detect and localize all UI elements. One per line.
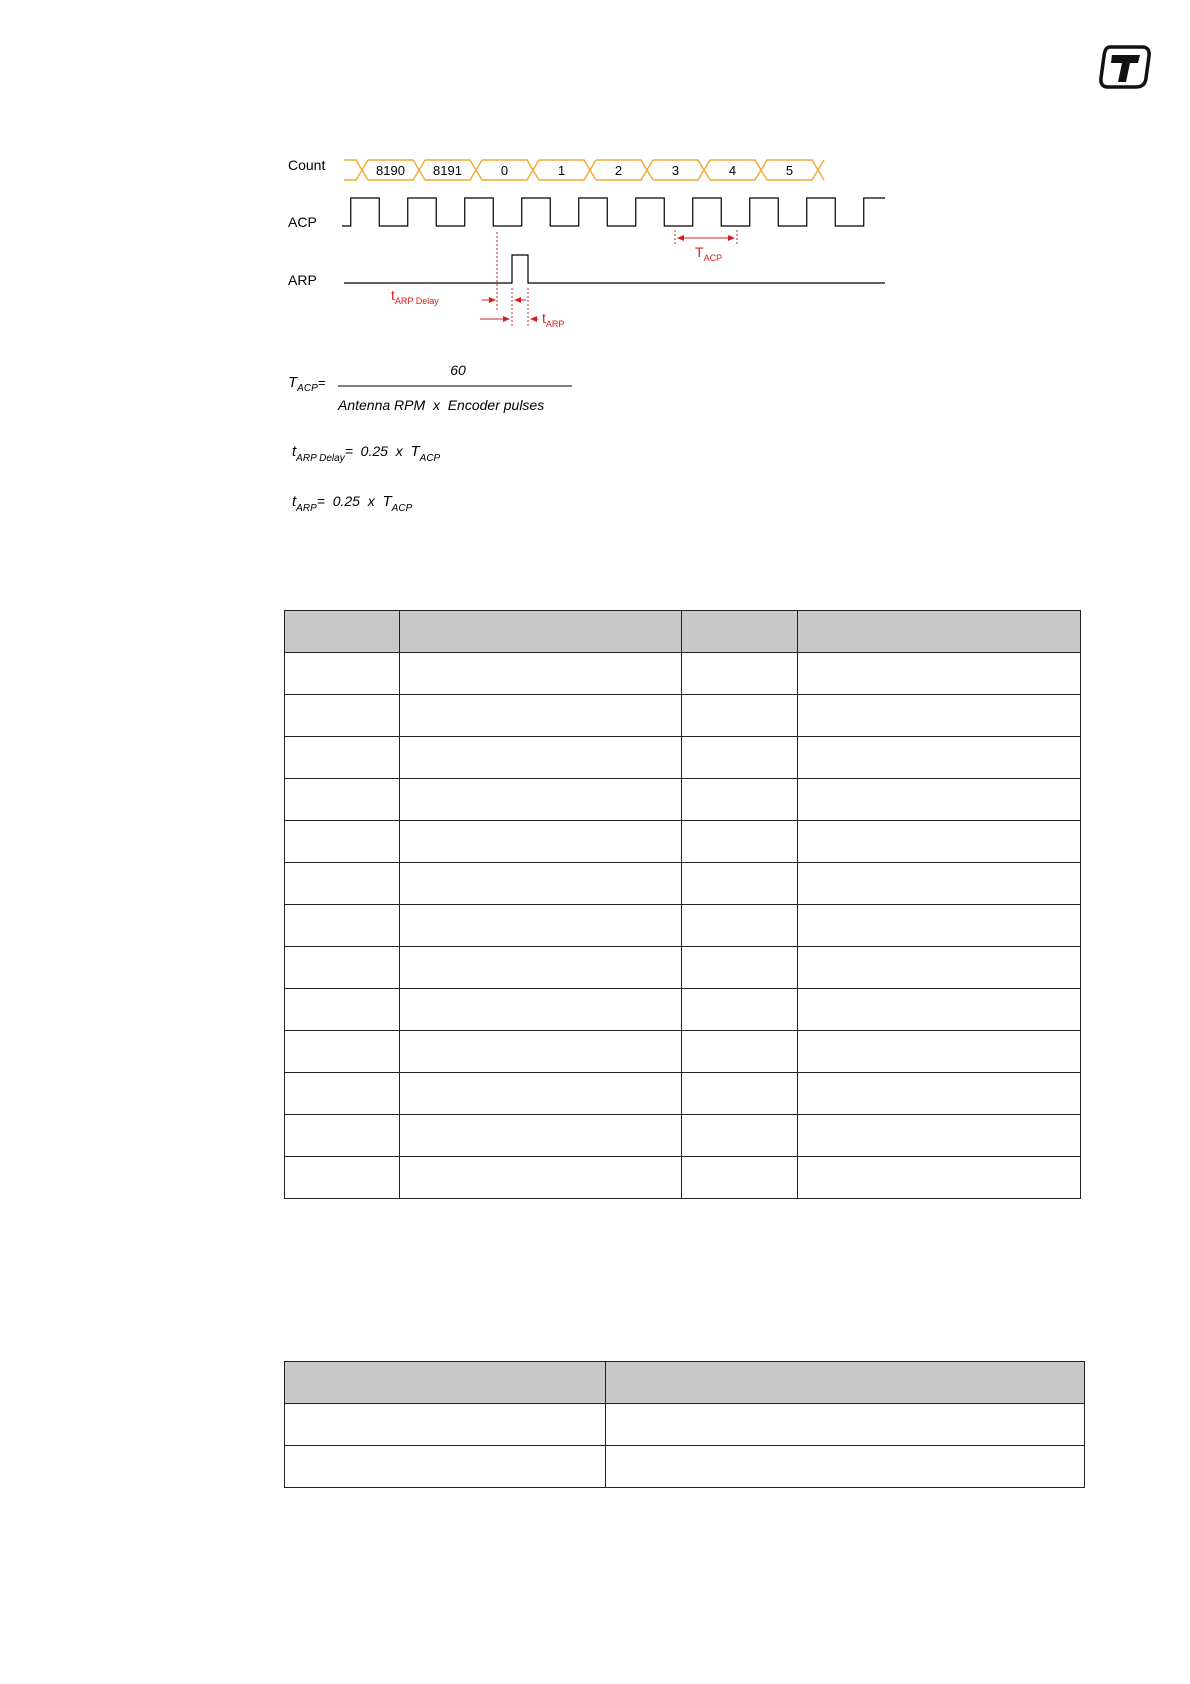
table-cell — [797, 779, 1080, 821]
table-row — [285, 1446, 1085, 1488]
table-cell — [399, 989, 681, 1031]
arp-waveform — [344, 255, 885, 283]
table-cell — [285, 1157, 400, 1199]
table-cell — [797, 947, 1080, 989]
table-cell — [681, 779, 797, 821]
table-cell — [285, 1115, 400, 1157]
table-cell — [797, 905, 1080, 947]
table-cell — [399, 1157, 681, 1199]
table-row — [285, 989, 1081, 1031]
table-cell — [285, 821, 400, 863]
table-row — [285, 1031, 1081, 1073]
table-cell — [285, 1446, 606, 1488]
table-cell — [681, 905, 797, 947]
count-value: 8191 — [433, 163, 462, 178]
table-row — [285, 905, 1081, 947]
table-row — [285, 737, 1081, 779]
brand-logo — [1098, 44, 1152, 90]
table-cell — [681, 653, 797, 695]
table-cell — [399, 905, 681, 947]
table-cell — [399, 695, 681, 737]
acp-signal-label: ACP — [288, 214, 317, 230]
formula-tacp-denominator: Antenna RPM x Encoder pulses — [338, 397, 545, 413]
table-row — [285, 695, 1081, 737]
acp-waveform — [342, 198, 885, 226]
table-row — [285, 1404, 1085, 1446]
t-acp-label: $T_{ACP}$ — [695, 244, 723, 263]
table-cell — [285, 863, 400, 905]
count-value: 8190 — [376, 163, 405, 178]
table-cell — [285, 905, 400, 947]
table-cell — [797, 1073, 1080, 1115]
table-cell — [399, 1031, 681, 1073]
t-acp-annotation — [675, 230, 737, 245]
table-cell — [399, 863, 681, 905]
formula-arp-delay: $t_{ARP Delay}= 0.25$ x $T_{ACP}$ — [292, 443, 441, 464]
table-cell — [285, 779, 400, 821]
table-row — [285, 821, 1081, 863]
t-arp-label: $t_{ARP}$ — [542, 310, 565, 329]
table-cell — [399, 653, 681, 695]
table-header-cell — [399, 611, 681, 653]
table-cell — [285, 989, 400, 1031]
table-cell — [797, 695, 1080, 737]
table-row — [285, 653, 1081, 695]
table-header-cell — [681, 611, 797, 653]
table-cell — [285, 947, 400, 989]
table-cell — [681, 737, 797, 779]
table-cell — [285, 1404, 606, 1446]
table-cell — [285, 737, 400, 779]
count-signal-label: Count — [288, 157, 326, 173]
table-cell — [797, 737, 1080, 779]
table-cell — [797, 821, 1080, 863]
table-cell — [797, 1031, 1080, 1073]
table-cell — [399, 737, 681, 779]
table-cell — [681, 1115, 797, 1157]
table-cell — [797, 1157, 1080, 1199]
table-cell — [285, 1073, 400, 1115]
table-row — [285, 1157, 1081, 1199]
table-row — [285, 1115, 1081, 1157]
table-cell — [681, 863, 797, 905]
table-row — [285, 1073, 1081, 1115]
count-value: 3 — [671, 163, 680, 178]
table-cell — [606, 1404, 1085, 1446]
table-cell — [285, 653, 400, 695]
table-cell — [681, 947, 797, 989]
count-bus — [344, 160, 824, 180]
formula-tacp-lhs: $T_{ACP}=$ — [288, 374, 326, 394]
table-cell — [285, 695, 400, 737]
formula-arp: $t_{ARP}= 0.25$ x $T_{ACP}$ — [292, 493, 413, 514]
arp-signal-label: ARP — [288, 272, 317, 288]
specification-table — [284, 610, 1081, 1199]
count-value: 4 — [728, 163, 737, 178]
table-header-cell — [285, 1362, 606, 1404]
table-row — [285, 947, 1081, 989]
table-cell — [797, 989, 1080, 1031]
table-cell — [606, 1446, 1085, 1488]
count-value: 5 — [785, 163, 794, 178]
table-cell — [681, 989, 797, 1031]
formula-tacp-numerator: 60 — [450, 362, 466, 378]
table-cell — [797, 863, 1080, 905]
table-cell — [399, 821, 681, 863]
table-cell — [399, 1073, 681, 1115]
table-header-row — [285, 1362, 1085, 1404]
table-header-cell — [797, 611, 1080, 653]
table-cell — [399, 947, 681, 989]
table-header-cell — [606, 1362, 1085, 1404]
table-cell — [797, 1115, 1080, 1157]
t-arp-delay-annotation — [480, 232, 538, 328]
table-header-cell — [285, 611, 400, 653]
secondary-table — [284, 1361, 1085, 1488]
table-cell — [285, 1031, 400, 1073]
table-cell — [681, 695, 797, 737]
count-value: 2 — [614, 163, 623, 178]
table-row — [285, 863, 1081, 905]
table-cell — [681, 1073, 797, 1115]
t-arp-delay-label: $t_{ARP Delay}$ — [391, 287, 439, 306]
table-cell — [681, 1157, 797, 1199]
table-cell — [681, 821, 797, 863]
table-cell — [681, 1031, 797, 1073]
table-header-row — [285, 611, 1081, 653]
table-row — [285, 779, 1081, 821]
count-value: 1 — [557, 163, 566, 178]
count-bus-outline — [344, 160, 824, 180]
brand-t-logo-icon — [1098, 44, 1152, 90]
table-cell — [797, 653, 1080, 695]
table-cell — [399, 1115, 681, 1157]
count-value: 0 — [500, 163, 509, 178]
timing-diagram — [280, 150, 900, 520]
table-cell — [399, 779, 681, 821]
